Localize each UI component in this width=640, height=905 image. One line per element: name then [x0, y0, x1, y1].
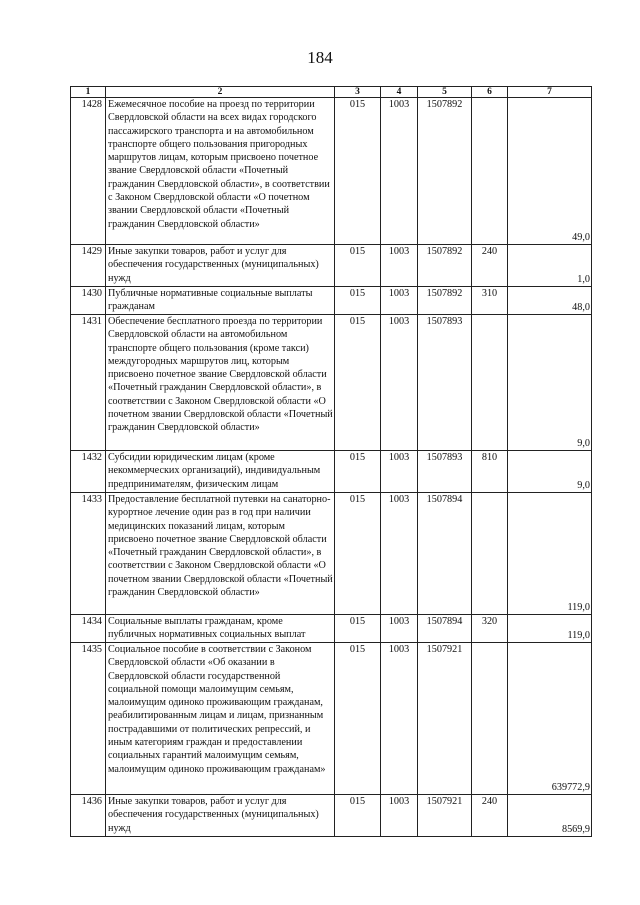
cell-col4: 1003	[381, 615, 418, 643]
table-row	[71, 493, 592, 615]
row-number: 1433	[71, 493, 106, 615]
row-number: 1428	[71, 98, 106, 245]
cell-col6: 240	[472, 245, 508, 287]
table-row	[71, 795, 592, 837]
table-row	[71, 643, 592, 795]
page-number: 184	[307, 48, 333, 67]
cell-col4: 1003	[381, 98, 418, 245]
cell-col3: 015	[335, 287, 381, 315]
table-row	[71, 315, 592, 451]
row-description: Предоставление бесплатной путевки на санаторно-курортное лечение один раз в год при наличии медицинских показаний лицам, которым присвоено почетное звание Свердловской области «Почетный гражданин Свердловской области», в соответствии с Законом Свердловской области «О почетном звании Свердловской области «Почетный гражданин Свердловской области»	[106, 493, 335, 615]
row-description: Иные закупки товаров, работ и услуг для обеспечения государственных (муниципальных) нужд	[106, 245, 335, 287]
table-row	[71, 615, 592, 643]
row-description: Обеспечение бесплатного проезда по территории Свердловской области на автомобильном транспорте общего пользования (кроме такси) междугородных маршрутов лиц, которым присвоено почетное звание Свердловской области «Почетный гражданин Свердловской области», в соответствии с Законом Свердловской области «О почетном звании Свердловской области «Почетный гражданин Свердловской области»	[106, 315, 335, 451]
row-number: 1429	[71, 245, 106, 287]
cell-col4: 1003	[381, 287, 418, 315]
cell-amount: 119,0	[508, 615, 592, 643]
cell-col6: 240	[472, 795, 508, 837]
table-row	[71, 245, 592, 287]
cell-col6: 810	[472, 451, 508, 493]
row-description: Публичные нормативные социальные выплаты гражданам	[106, 287, 335, 315]
cell-col6	[472, 643, 508, 795]
row-number: 1431	[71, 315, 106, 451]
cell-amount: 119,0	[508, 493, 592, 615]
row-description: Ежемесячное пособие на проезд по территории Свердловской области на всех видах городского пассажирского транспорта и на автомобильном транспорте общего пользования пригородных маршрутов лицам, которым присвоено почетное звание Свердловской области «Почетный гражданин Свердловской области», в соответствии с Законом Свердловской области «О почетном звании Свердловской области «Почетный гражданин Свердловской области»	[106, 98, 335, 245]
col-header-7: 7	[508, 87, 592, 98]
cell-col3: 015	[335, 451, 381, 493]
cell-col6	[472, 98, 508, 245]
cell-amount: 9,0	[508, 315, 592, 451]
cell-col5: 1507921	[418, 795, 472, 837]
cell-amount: 48,0	[508, 287, 592, 315]
col-header-3: 3	[335, 87, 381, 98]
cell-col6: 310	[472, 287, 508, 315]
cell-col6	[472, 493, 508, 615]
cell-col6	[472, 315, 508, 451]
cell-col5: 1507892	[418, 98, 472, 245]
cell-col4: 1003	[381, 245, 418, 287]
cell-amount: 639772,9	[508, 643, 592, 795]
cell-col5: 1507893	[418, 315, 472, 451]
cell-col3: 015	[335, 615, 381, 643]
header-row	[71, 87, 592, 98]
cell-col5: 1507921	[418, 643, 472, 795]
row-description: Иные закупки товаров, работ и услуг для обеспечения государственных (муниципальных) нужд	[106, 795, 335, 837]
col-header-4: 4	[381, 87, 418, 98]
cell-col4: 1003	[381, 451, 418, 493]
cell-col3: 015	[335, 795, 381, 837]
cell-col3: 015	[335, 643, 381, 795]
cell-col4: 1003	[381, 643, 418, 795]
budget-table	[70, 86, 592, 837]
row-description: Субсидии юридическим лицам (кроме некоммерческих организаций), индивидуальным предпринимателям, физическим лицам	[106, 451, 335, 493]
row-number: 1432	[71, 451, 106, 493]
row-number: 1435	[71, 643, 106, 795]
cell-col5: 1507894	[418, 615, 472, 643]
col-header-6: 6	[472, 87, 508, 98]
table-row	[71, 98, 592, 245]
cell-amount: 1,0	[508, 245, 592, 287]
cell-col5: 1507892	[418, 287, 472, 315]
cell-col5: 1507893	[418, 451, 472, 493]
cell-col5: 1507892	[418, 245, 472, 287]
cell-col3: 015	[335, 493, 381, 615]
cell-col4: 1003	[381, 315, 418, 451]
cell-amount: 8569,9	[508, 795, 592, 837]
cell-col3: 015	[335, 315, 381, 451]
row-number: 1436	[71, 795, 106, 837]
cell-amount: 9,0	[508, 451, 592, 493]
row-number: 1430	[71, 287, 106, 315]
row-description: Социальные выплаты гражданам, кроме публичных нормативных социальных выплат	[106, 615, 335, 643]
table-row	[71, 287, 592, 315]
col-header-1: 1	[71, 87, 106, 98]
table-row	[71, 451, 592, 493]
row-number: 1434	[71, 615, 106, 643]
cell-col4: 1003	[381, 493, 418, 615]
cell-col3: 015	[335, 98, 381, 245]
cell-amount: 49,0	[508, 98, 592, 245]
cell-col6: 320	[472, 615, 508, 643]
cell-col3: 015	[335, 245, 381, 287]
cell-col5: 1507894	[418, 493, 472, 615]
row-description: Социальное пособие в соответствии с Законом Свердловской области «Об оказании в Свердловской области государственной социальной помощи малоимущим семьям, малоимущим одиноко проживающим гражданам, реабилитированным лицам и лицам, признанным пострадавшими от политических репрессий, и иным категориям граждан и предоставлении социальных гарантий малоимущим семьям, малоимущим одиноко проживающим гражданам»	[106, 643, 335, 795]
cell-col4: 1003	[381, 795, 418, 837]
col-header-2: 2	[106, 87, 335, 98]
col-header-5: 5	[418, 87, 472, 98]
